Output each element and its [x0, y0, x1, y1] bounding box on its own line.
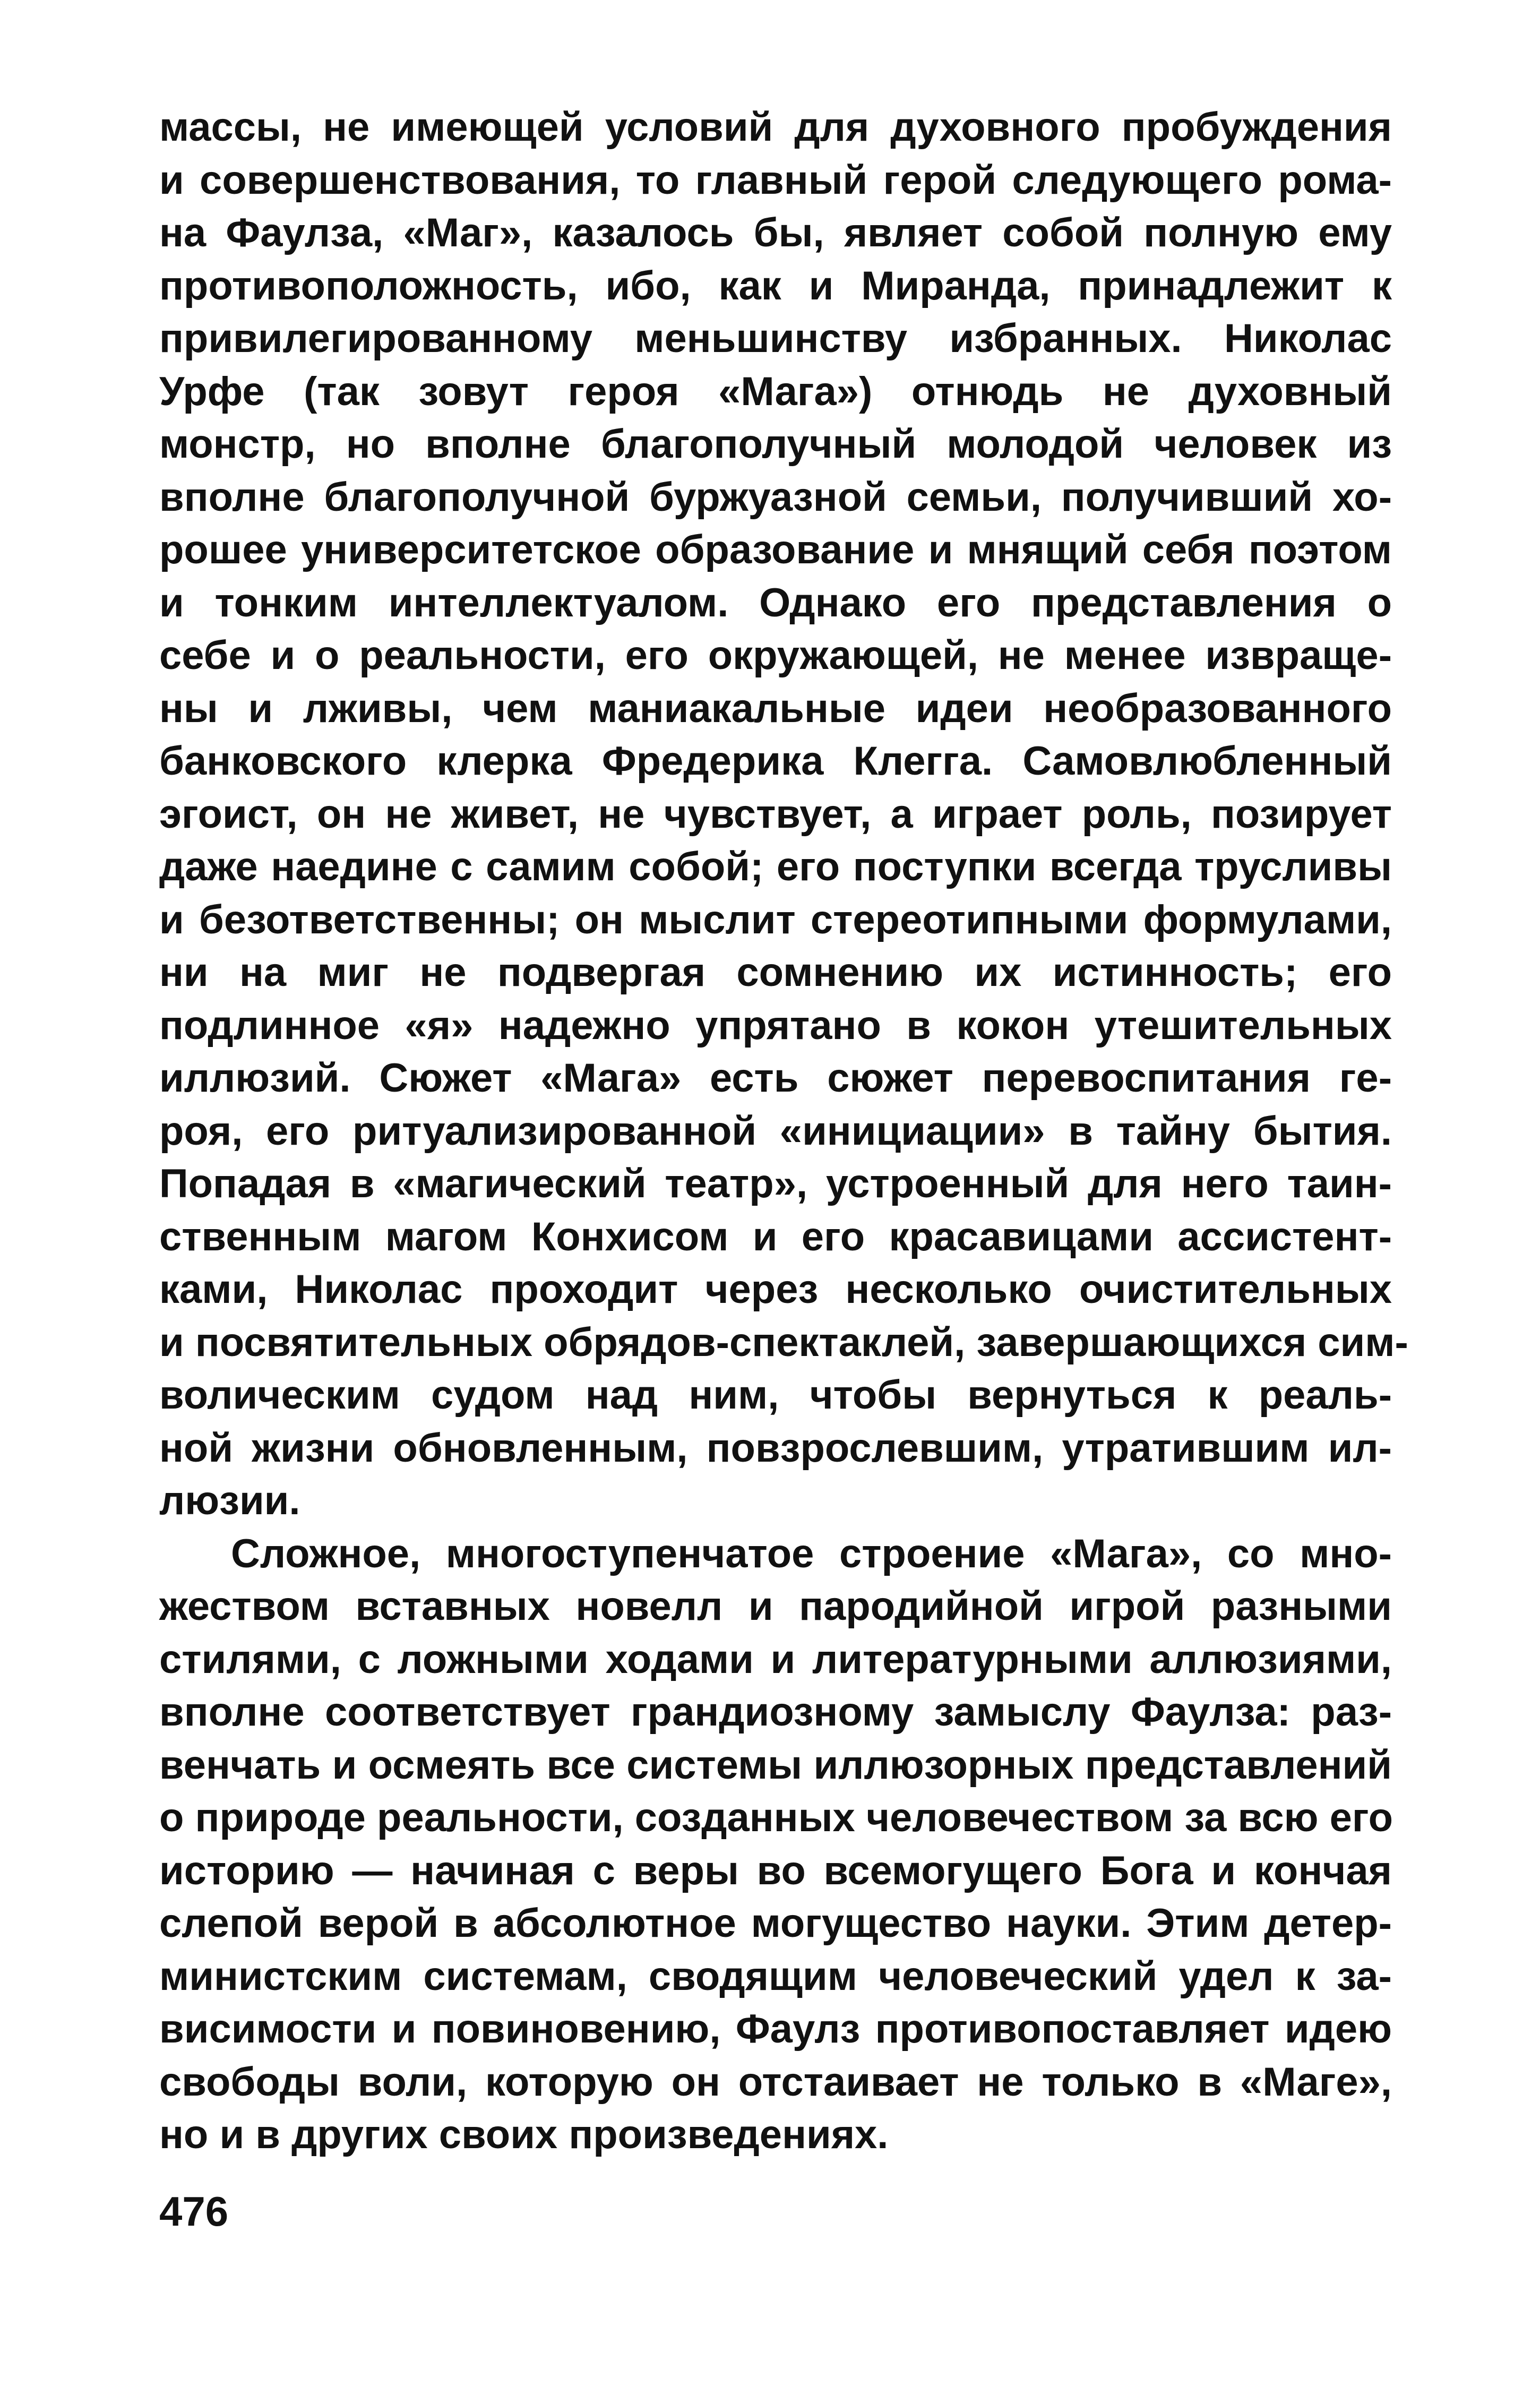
- text-line: жеством вставных новелл и пародийной игрой разными: [159, 1584, 1392, 1629]
- paragraph-2: [159, 1527, 1392, 2161]
- text-line: ни на миг не подвергая сомнению их истинность; его: [159, 950, 1392, 995]
- text-line: Попадая в «магический театр», устроенный для него таин-: [159, 1161, 1392, 1206]
- page-number: 476: [159, 2188, 229, 2235]
- text-line: вполне благополучной буржуазной семьи, получивший хо-: [159, 474, 1392, 520]
- text-line: о природе реальности, созданных человечеством за всю его: [159, 1795, 1393, 1840]
- text-line: ной жизни обновленным, повзрослевшим, утратившим ил-: [159, 1425, 1392, 1471]
- text-line: и тонким интеллектуалом. Однако его представления о: [159, 580, 1392, 625]
- text-line: себе и о реальности, его окружающей, не менее извраще-: [159, 633, 1392, 678]
- text-line: даже наедине с самим собой; его поступки всегда трусливы: [159, 844, 1392, 889]
- text-line: массы, не имеющей условий для духовного пробуждения: [159, 105, 1392, 150]
- text-line: роя, его ритуализированной «инициации» в тайну бытия.: [159, 1108, 1392, 1154]
- text-line: и совершенствования, то главный герой следующего рома-: [159, 157, 1392, 203]
- text-line: монстр, но вполне благополучный молодой человек из: [159, 422, 1392, 467]
- text-line: Сложное, многоступенчатое строение «Мага», со мно-: [231, 1531, 1392, 1576]
- text-line: эгоист, он не живет, не чувствует, а играет роль, позирует: [159, 791, 1392, 837]
- text-line: свободы воли, которую он отстаивает не только в «Маге»,: [159, 2059, 1392, 2105]
- text-line: министским системам, сводящим человеческий удел к за-: [159, 1953, 1392, 1999]
- text-line: Урфе (так зовут героя «Мага») отнюдь не духовный: [159, 368, 1392, 414]
- text-line: иллюзий. Сюжет «Мага» есть сюжет перевоспитания ге-: [159, 1055, 1392, 1101]
- text-line: ны и лживы, чем маниакальные идеи необразованного: [159, 685, 1392, 731]
- text-line: люзии.: [159, 1478, 300, 1523]
- text-line: рошее университетское образование и мнящий себя поэтом: [159, 527, 1392, 572]
- text-line: волическим судом над ним, чтобы вернуться к реаль-: [159, 1372, 1392, 1418]
- text-line: ками, Николас проходит через несколько очистительных: [159, 1267, 1392, 1312]
- text-line: слепой верой в абсолютное могущество науки. Этим детер-: [159, 1901, 1392, 1946]
- text-line: и безответственны; он мыслит стереотипными формулами,: [159, 897, 1392, 942]
- paragraph-1: [159, 101, 1408, 1527]
- text-line: и посвятительных обрядов-спектаклей, завершающихся сим-: [159, 1319, 1408, 1365]
- text-line: на Фаулза, «Маг», казалось бы, являет собой полную ему: [159, 210, 1392, 255]
- text-line: но и в других своих произведениях.: [159, 2112, 889, 2157]
- text-line: привилегированному меньшинству избранных. Николас: [159, 316, 1392, 361]
- text-line: стилями, с ложными ходами и литературными аллюзиями,: [159, 1636, 1392, 1682]
- text-line: историю — начиная с веры во всемогущего Бога и кончая: [159, 1848, 1392, 1893]
- page-body: [159, 101, 1408, 2161]
- text-line: вполне соответствует грандиозному замыслу Фаулза: раз-: [159, 1689, 1392, 1735]
- text-line: венчать и осмеять все системы иллюзорных представлений: [159, 1742, 1392, 1788]
- text-line: противоположность, ибо, как и Миранда, принадлежит к: [159, 263, 1392, 308]
- text-line: висимости и повиновению, Фаулз противопоставляет идею: [159, 2006, 1392, 2052]
- text-line: банковского клерка Фредерика Клегга. Самовлюбленный: [159, 739, 1392, 784]
- text-line: ственным магом Конхисом и его красавицами ассистент-: [159, 1214, 1392, 1259]
- text-line: подлинное «я» надежно упрятано в кокон утешительных: [159, 1002, 1392, 1048]
